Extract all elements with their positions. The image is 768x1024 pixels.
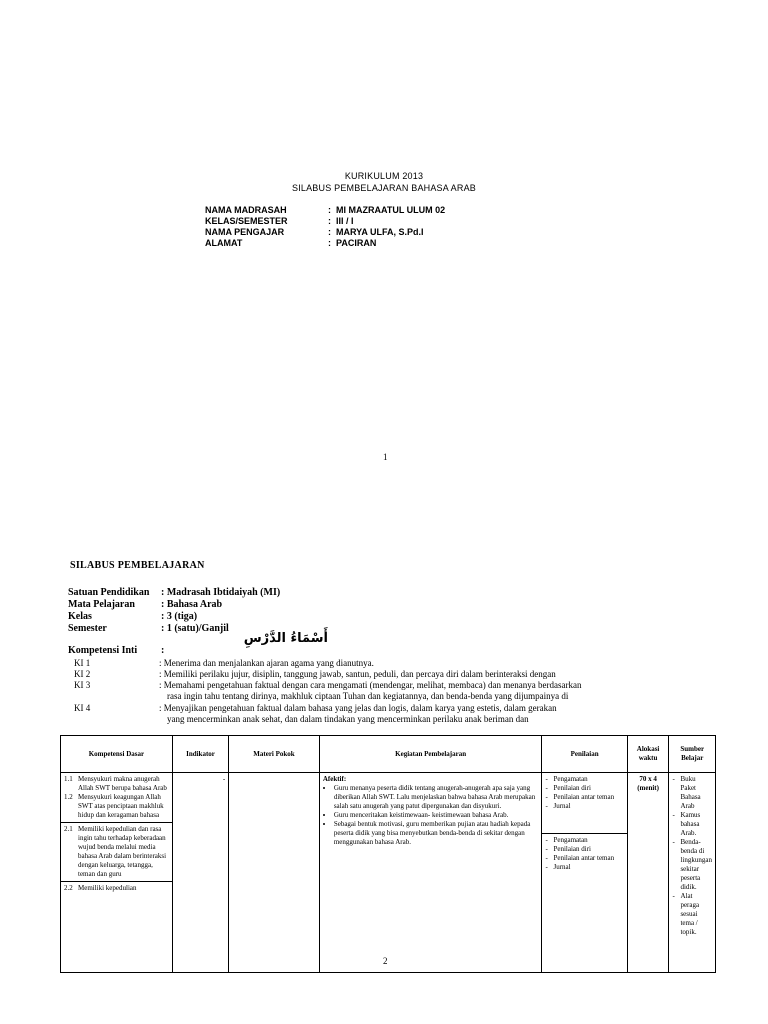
meta-row bbox=[68, 599, 223, 611]
table-header-row bbox=[61, 736, 716, 773]
indikator-cell: - bbox=[172, 773, 228, 973]
info-label: KELAS/SEMESTER bbox=[205, 216, 288, 226]
list-item: • Sebagai bentuk motivasi, guru memberikan pujian atau hadiah kepada peserta didik yang bisa menyebutkan benda-benda di sekitar dengan menggunakan bahasa Arab. bbox=[334, 820, 539, 847]
materi-cell bbox=[229, 773, 320, 973]
header-sumber: Sumber Belajar bbox=[669, 736, 716, 773]
header-alokasi: Alokasi waktu bbox=[627, 736, 669, 773]
list-item: - Pengamatan bbox=[545, 836, 588, 844]
arabic-lesson-title bbox=[243, 626, 330, 648]
ki-text: : Menerima dan menjalankan ajaran agama yang dianutnya. bbox=[159, 658, 374, 668]
penilaian-cell bbox=[542, 773, 627, 973]
info-colon: : bbox=[328, 216, 331, 226]
school-info-block bbox=[0, 205, 768, 253]
info-colon: : bbox=[328, 205, 331, 215]
meta-label: Kelas bbox=[68, 611, 92, 622]
list-item: - Penilaian diri bbox=[545, 784, 591, 792]
header-materi-pokok: Materi Pokok bbox=[229, 736, 320, 773]
ki-label: KI 4 bbox=[74, 703, 91, 713]
list-item: - Pengamatan bbox=[545, 775, 588, 783]
header-penilaian: Penilaian bbox=[542, 736, 627, 773]
ki-row bbox=[74, 669, 556, 680]
list-item: - Penilaian antar teman bbox=[545, 854, 615, 862]
list-item: - Penilaian antar teman bbox=[545, 793, 615, 801]
info-label: NAMA MADRASAH bbox=[205, 205, 287, 215]
list-item: - Penilaian diri bbox=[545, 845, 591, 853]
list-item: - Alat peraga sesuai tema / topik. bbox=[672, 892, 700, 936]
curriculum-title: KURIKULUM 2013 bbox=[344, 171, 424, 181]
info-value: MARYA ULFA, S.Pd.I bbox=[336, 227, 424, 237]
list-item: - Jurnal bbox=[545, 802, 571, 810]
kd-cell bbox=[61, 773, 173, 973]
alokasi-cell: 70 x 4 (menit) bbox=[627, 773, 669, 973]
sumber-list bbox=[672, 775, 712, 937]
ki-label: KI 1 bbox=[74, 658, 91, 668]
meta-value: : Bahasa Arab bbox=[161, 599, 223, 610]
syllabus-meta-block bbox=[0, 587, 768, 657]
school-info-row bbox=[0, 227, 768, 238]
info-label: NAMA PENGAJAR bbox=[205, 227, 285, 237]
penilaian-list-2 bbox=[545, 836, 623, 872]
list-item: - Jurnal bbox=[545, 863, 571, 871]
kd-item: 1.2 Mensyukuri keagungan Allah SWT atas penciptaan makhluk hidup dan keragaman bahasa bbox=[64, 793, 164, 819]
penilaian-list-1 bbox=[545, 775, 623, 811]
ki-text-cont: yang mencerminkan anak sehat, dan dalam tindakan yang mencerminkan perilaku anak beriman dan bbox=[167, 714, 529, 724]
syllabus-title: SILABUS PEMBELAJARAN BAHASA ARAB bbox=[292, 183, 476, 193]
meta-value: : Madrasah Ibtidaiyah (MI) bbox=[161, 587, 281, 598]
kegiatan-heading: Afektif: bbox=[322, 775, 347, 783]
meta-label: Kompetensi Inti bbox=[68, 645, 138, 656]
school-info-row bbox=[0, 205, 768, 216]
school-info-row bbox=[0, 216, 768, 227]
info-colon: : bbox=[328, 238, 331, 248]
school-info-row bbox=[0, 238, 768, 249]
ki-row bbox=[74, 658, 374, 669]
meta-label: Mata Pelajaran bbox=[68, 599, 135, 610]
kegiatan-list bbox=[323, 784, 539, 847]
meta-value: : 1 (satu)/Ganjil bbox=[161, 623, 229, 634]
ki-text: : Memahami pengetahuan faktual dengan cara mengamati (mendengar, melihat, membaca) dan menanya berdasarkan bbox=[159, 680, 582, 690]
page-number-2: 2 bbox=[383, 956, 388, 966]
list-item: - Benda-benda di lingkungan sekitar peserta didik. bbox=[672, 838, 712, 891]
meta-row bbox=[68, 611, 198, 623]
section-title: SILABUS PEMBELAJARAN bbox=[70, 560, 205, 571]
meta-value: : bbox=[161, 645, 165, 656]
list-item: - Kamus bahasa Arab. bbox=[672, 811, 701, 837]
info-colon: : bbox=[328, 227, 331, 237]
info-label: ALAMAT bbox=[205, 238, 243, 248]
info-value: III / I bbox=[336, 216, 354, 226]
ki-row bbox=[74, 703, 557, 724]
list-item: - Buku Paket Bahasa Arab bbox=[672, 775, 701, 810]
table-row bbox=[61, 773, 716, 973]
meta-row bbox=[68, 623, 229, 635]
ki-text: : Memiliki perilaku jujur, disiplin, tanggung jawab, santun, peduli, dan percaya diri dalam berinteraksi dengan bbox=[159, 669, 556, 679]
meta-label: Semester bbox=[68, 623, 107, 634]
kd-item: 2.1 Memiliki kepedulian dan rasa ingin tahu terhadap keberadaan wujud benda melalui media bahasa Arab dalam berinteraksi dengan keluarga, tetangga, teman dan guru bbox=[64, 825, 167, 878]
syllabus-table bbox=[60, 735, 716, 973]
ki-label: KI 3 bbox=[74, 680, 91, 690]
ki-row bbox=[74, 680, 582, 701]
meta-row bbox=[68, 587, 281, 599]
sumber-cell bbox=[669, 773, 716, 973]
kd-item: 1.1 Mensyukuri makna anugerah Allah SWT berupa bahasa Arab bbox=[64, 775, 167, 792]
header-indikator: Indikator bbox=[172, 736, 228, 773]
kompetensi-inti-block bbox=[0, 655, 768, 730]
meta-label: Satuan Pendidikan bbox=[68, 587, 150, 598]
arabic-title-text: أَسْمَاءُ الدَّرْسِ bbox=[243, 631, 328, 646]
list-item: • Guru menceritakan keistimewaan- keistimewaan bahasa Arab. bbox=[334, 811, 539, 820]
header-kegiatan: Kegiatan Pembelajaran bbox=[319, 736, 542, 773]
list-item: • Guru menanya peserta didik tentang anugerah-anugerah apa saja yang diberikan Allah SWT. Lalu menjelaskan bahwa bahasa Arab merupakan salah satu anugerah yang patut dipergunakan dan disyukuri. bbox=[334, 784, 539, 811]
ki-text: : Menyajikan pengetahuan faktual dalam bahasa yang jelas dan logis, dalam karya yang estetis, dalam gerakan bbox=[159, 703, 557, 713]
info-value: PACIRAN bbox=[336, 238, 377, 248]
page-number-1: 1 bbox=[383, 452, 388, 462]
meta-value: : 3 (tiga) bbox=[161, 611, 198, 622]
info-value: MI MAZRAATUL ULUM 02 bbox=[336, 205, 446, 215]
ki-text-cont: rasa ingin tahu tentang dirinya, makhluk ciptaan Tuhan dan kegiatannya, dan benda-benda yang dijumpainya di bbox=[167, 691, 569, 701]
kd-item: 2.2 Memiliki kepedulian bbox=[64, 884, 137, 892]
header-kompetensi-dasar: Kompetensi Dasar bbox=[61, 736, 173, 773]
kegiatan-cell bbox=[319, 773, 542, 973]
ki-label: KI 2 bbox=[74, 669, 91, 679]
